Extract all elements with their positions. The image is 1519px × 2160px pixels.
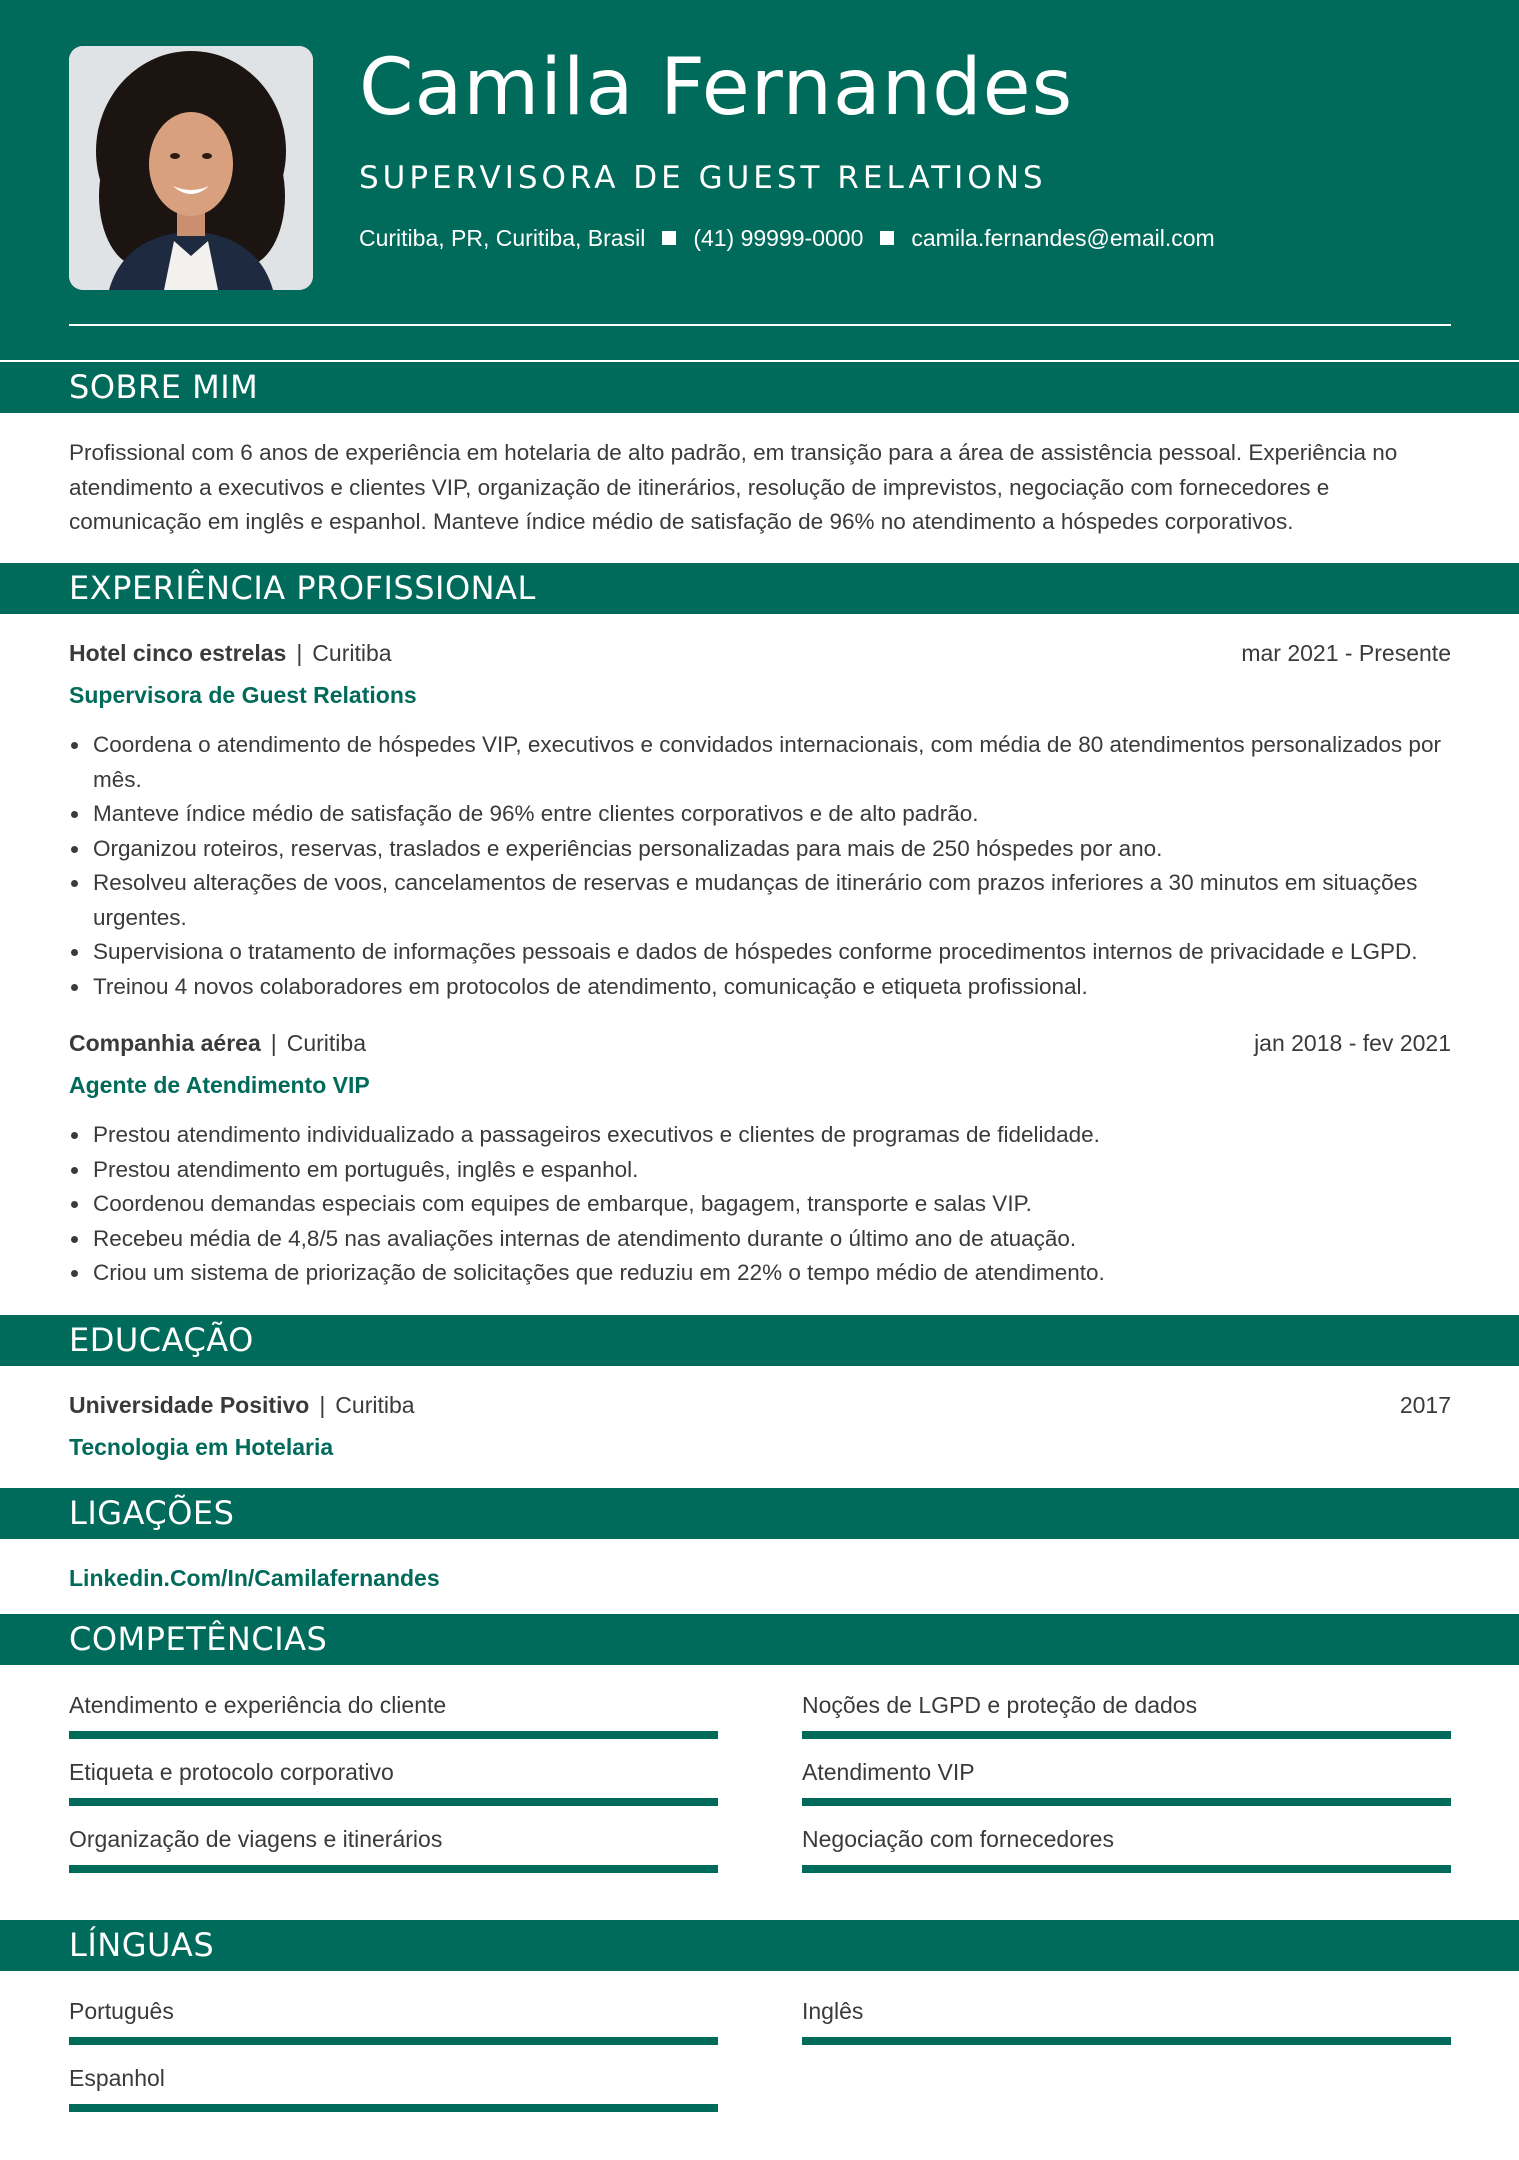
experience-role: Agente de Atendimento VIP [69,1072,370,1098]
experience-role: Supervisora de Guest Relations [69,682,417,708]
list-item: Coordena o atendimento de hóspedes VIP, executivos e convidados internacionais, com média de 80 atendimentos personalizados por mês. [69,728,1451,797]
section-bar-languages [0,1920,1519,1971]
candidate-name: Camila Fernandes [359,43,1074,133]
list-item: Criou um sistema de priorização de solicitações que reduziu em 22% o tempo médio de atendimento. [69,1256,1451,1291]
education-header [69,1388,1451,1422]
pipe-separator: | [319,1392,326,1418]
language-level-track [802,2037,1451,2045]
skill-label: Organização de viagens e itinerários [69,1826,443,1852]
education-year: 2017 [1399,1392,1451,1418]
skill-level-fill [69,1731,718,1739]
contact-line [359,220,1215,256]
language-item [69,1994,718,2054]
language-level-track [69,2104,718,2112]
skill-label: Etiqueta e protocolo corporativo [69,1759,394,1785]
list-item: Organizou roteiros, reservas, traslados e experiências personalizadas para mais de 250 hóspedes por ano. [69,832,1451,867]
experience-org: Companhia aérea [69,1030,261,1056]
experience-org: Hotel cinco estrelas [69,640,287,666]
skill-item [802,1822,1451,1882]
skill-label: Atendimento e experiência do cliente [69,1692,447,1718]
skill-item [802,1755,1451,1815]
pipe-separator: | [296,640,303,666]
skill-level-fill [802,1731,1451,1739]
skill-level-track [802,1865,1451,1873]
list-item: Coordenou demandas especiais com equipes de embarque, bagagem, transporte e salas VIP. [69,1187,1451,1222]
section-title-education: EDUCAÇÃO [69,1321,254,1359]
experience-bullets-1 [69,728,1451,1004]
experience-dates: jan 2018 - fev 2021 [1254,1030,1451,1056]
language-level-fill [69,2104,718,2112]
experience-city: Curitiba [312,640,392,666]
experience-city: Curitiba [286,1030,366,1056]
location-text: Curitiba, PR, Curitiba, Brasil [359,224,646,251]
section-bar-education [0,1315,1519,1366]
section-bar-links [0,1488,1519,1539]
experience-dates: mar 2021 - Presente [1241,640,1451,666]
list-item: Prestou atendimento em português, inglês e espanhol. [69,1153,1451,1188]
experience-header-2 [69,1026,1451,1060]
section-title-links: LIGAÇÕES [69,1494,235,1532]
language-label: Espanhol [69,2065,165,2091]
skill-level-fill [69,1798,718,1806]
skill-level-fill [69,1865,718,1873]
list-item: Resolveu alterações de voos, cancelamentos de reservas e mudanças de itinerário com prazos inferiores a 30 minutos em situações urgentes. [69,866,1451,935]
email-link[interactable]: camila.fernandes@email.com [911,224,1215,251]
skill-level-track [69,1798,718,1806]
list-item: Treinou 4 novos colaboradores em protocolos de atendimento, comunicação e etiqueta profissional. [69,970,1451,1005]
skill-label: Noções de LGPD e proteção de dados [802,1692,1198,1718]
skill-item [69,1755,718,1815]
education-course: Tecnologia em Hotelaria [69,1434,334,1460]
section-bar-about [0,362,1519,413]
language-level-fill [802,2037,1451,2045]
separator-square-icon [880,231,894,245]
section-bar-experience [0,563,1519,614]
section-title-skills: COMPETÊNCIAS [69,1620,328,1658]
pipe-separator: | [270,1030,277,1056]
list-item: Recebeu média de 4,8/5 nas avaliações internas de atendimento durante o último ano de atuação. [69,1222,1451,1257]
header [0,0,1519,360]
list-item: Prestou atendimento individualizado a passageiros executivos e clientes de programas de fidelidade. [69,1118,1451,1153]
skill-level-track [802,1731,1451,1739]
experience-header-1 [69,636,1451,670]
experience-bullets-2 [69,1118,1451,1291]
section-title-about: SOBRE MIM [69,368,259,406]
skill-level-track [69,1731,718,1739]
list-item: Supervisiona o tratamento de informações pessoais e dados de hóspedes conforme procedimentos internos de privacidade e LGPD. [69,935,1451,970]
skill-item [69,1688,718,1748]
header-divider [69,324,1451,326]
education-city: Curitiba [335,1392,415,1418]
skill-level-fill [802,1865,1451,1873]
skill-level-track [802,1798,1451,1806]
section-bar-skills [0,1614,1519,1665]
skill-label: Atendimento VIP [802,1759,975,1785]
section-title-languages: LÍNGUAS [69,1926,215,1964]
section-title-experience: EXPERIÊNCIA PROFISSIONAL [69,569,536,607]
language-level-track [69,2037,718,2045]
language-item [802,1994,1451,2054]
language-label: Inglês [802,1998,864,2024]
skill-label: Negociação com fornecedores [802,1826,1114,1852]
linkedin-link[interactable]: Linkedin.Com/In/Camilafernandes [69,1565,440,1591]
language-level-fill [69,2037,718,2045]
education-school: Universidade Positivo [69,1392,310,1418]
separator-square-icon [662,231,676,245]
phone-text: (41) 99999-0000 [693,224,864,251]
candidate-title: SUPERVISORA DE GUEST RELATIONS [359,160,1047,196]
profile-photo [69,46,313,290]
skill-item [69,1822,718,1882]
language-label: Português [69,1998,174,2024]
list-item: Manteve índice médio de satisfação de 96% entre clientes corporativos e de alto padrão. [69,797,1451,832]
skill-level-track [69,1865,718,1873]
skill-level-fill [802,1798,1451,1806]
skill-item [802,1688,1451,1748]
language-item [69,2061,718,2121]
about-text: Profissional com 6 anos de experiência em hotelaria de alto padrão, em transição para a área de assistência pessoal. Experiência no atendimento a executivos e clientes VIP, organização de itinerários, resolução de imprevistos, negociação com fornecedores e comunicação em inglês e espanhol. Manteve índice médio de satisfação de 96% no atendimento a hóspedes corporativos. [69,440,1398,534]
